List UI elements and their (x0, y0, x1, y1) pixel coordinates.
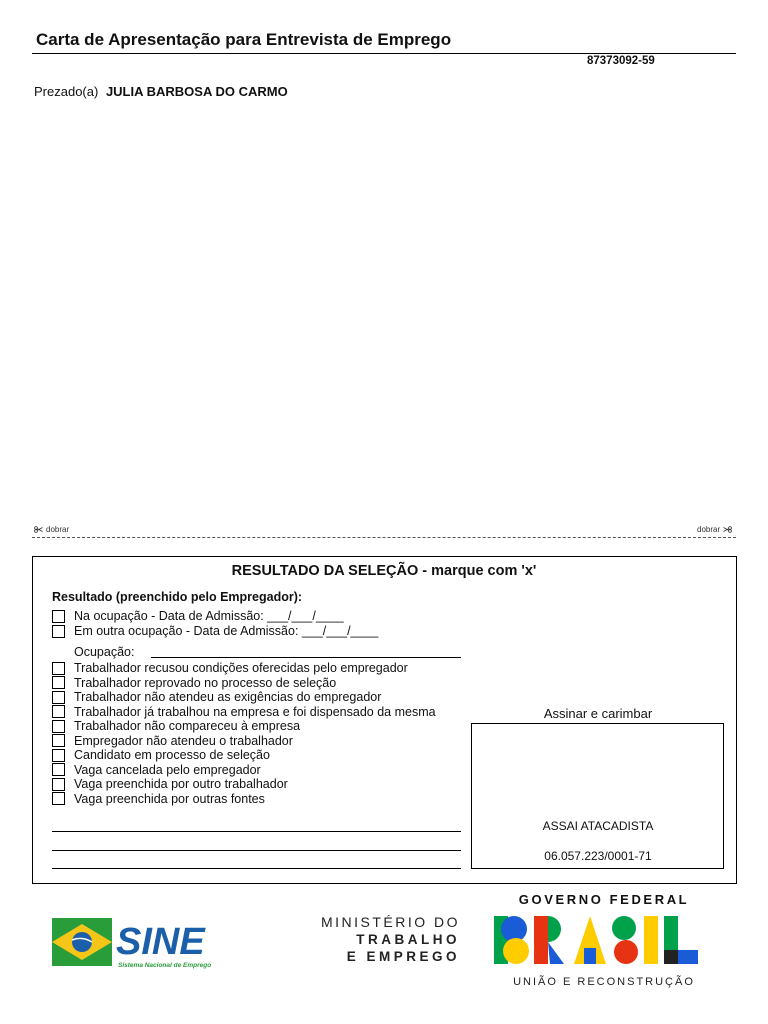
fold-marker-left (34, 525, 69, 534)
company-name: ASSAI ATACADISTA (542, 819, 654, 833)
option-label: Vaga preenchida por outras fontes (74, 791, 265, 806)
checkbox[interactable] (52, 792, 65, 805)
option-label: Empregador não atendeu o trabalhador (74, 733, 293, 748)
option-employer-did-not-attend[interactable] (52, 734, 293, 748)
fold-marker-right (697, 525, 732, 534)
option-no-show[interactable] (52, 719, 300, 733)
notes-line-3[interactable] (52, 868, 461, 869)
occupation-label: Ocupação: (74, 645, 135, 659)
option-label: Trabalhador não compareceu à empresa (74, 719, 301, 733)
option-refused-conditions[interactable] (52, 661, 408, 675)
notes-line-2[interactable] (52, 850, 461, 851)
brasil-logo (492, 912, 716, 968)
option-label: Candidato em processo de seleção (74, 748, 270, 762)
ministry-line-1: MINISTÉRIO DO (320, 914, 460, 930)
checkbox[interactable] (52, 778, 65, 791)
sine-logo-text: SINE (116, 921, 205, 963)
checkbox[interactable] (52, 662, 65, 675)
fold-line (32, 537, 736, 538)
sine-logo (50, 912, 230, 972)
salutation (34, 84, 288, 99)
checkbox[interactable] (52, 749, 65, 762)
option-rejected[interactable] (52, 676, 336, 690)
option-label: Trabalhador reprovado no processo de seleção (74, 675, 337, 690)
checkbox[interactable] (52, 691, 65, 704)
company-cnpj: 06.057.223/0001-71 (544, 849, 652, 863)
ministry-line-3: E EMPREGO (346, 949, 460, 964)
option-label: Em outra ocupação - Data de Admissão: ___/___/____ (74, 624, 379, 638)
fold-label-left: dobrar (46, 525, 70, 534)
sine-logo-tagline: Sistema Nacional de Emprego (118, 962, 212, 969)
option-filled-by-other-sources[interactable] (52, 792, 265, 806)
brasil-word: BRASIL (602, 942, 606, 943)
scissors-icon (723, 526, 732, 533)
checkbox[interactable] (52, 734, 65, 747)
stamp-caption: Assinar e carimbar (543, 706, 653, 721)
occupation-field-line[interactable] (151, 657, 461, 658)
title-divider (32, 53, 736, 54)
checkbox[interactable] (52, 705, 65, 718)
option-in-selection-process[interactable] (52, 748, 270, 762)
result-subtitle: Resultado (preenchido pelo Empregador): (52, 590, 303, 604)
checkbox[interactable] (52, 610, 65, 623)
document-number: 87373092-59 (587, 55, 655, 67)
result-heading: RESULTADO DA SELEÇÃO - marque com 'x' (231, 563, 537, 579)
checkbox[interactable] (52, 625, 65, 638)
option-admission-same-occupation[interactable] (52, 609, 344, 623)
notes-line-1[interactable] (52, 831, 461, 832)
candidate-name: JULIA BARBOSA DO CARMO (105, 84, 288, 99)
option-label: Vaga preenchida por outro trabalhador (74, 777, 288, 791)
option-requirements-not-met[interactable] (52, 690, 381, 704)
option-label: Trabalhador já trabalhou na empresa e foi dispensado da mesma (74, 704, 436, 719)
ministry-logo (308, 914, 460, 964)
option-filled-by-other-worker[interactable] (52, 777, 288, 791)
fold-label-right: dobrar (697, 525, 721, 534)
ministry-line-2: TRABALHO (356, 932, 460, 947)
option-label: Trabalhador recusou condições oferecidas pelo empregador (74, 661, 408, 675)
option-admission-other-occupation[interactable] (52, 624, 378, 638)
checkbox[interactable] (52, 720, 65, 733)
government-logo-bottom: UNIÃO E RECONSTRUÇÃO (513, 976, 695, 988)
document-title: Carta de Apresentação para Entrevista de Emprego (36, 30, 452, 49)
government-logo-top: GOVERNO FEDERAL (518, 892, 690, 907)
signature-stamp-box[interactable] (471, 723, 724, 869)
option-label: Vaga cancelada pelo empregador (74, 762, 261, 777)
option-previously-dismissed[interactable] (52, 705, 436, 719)
option-label: Na ocupação - Data de Admissão: ___/___/____ (74, 609, 344, 623)
scissors-icon (34, 526, 43, 533)
salutation-label: Prezado(a) (34, 84, 99, 99)
option-label: Trabalhador não atendeu as exigências do empregador (74, 690, 382, 704)
option-vacancy-cancelled[interactable] (52, 763, 261, 777)
checkbox[interactable] (52, 763, 65, 776)
checkbox[interactable] (52, 676, 65, 689)
